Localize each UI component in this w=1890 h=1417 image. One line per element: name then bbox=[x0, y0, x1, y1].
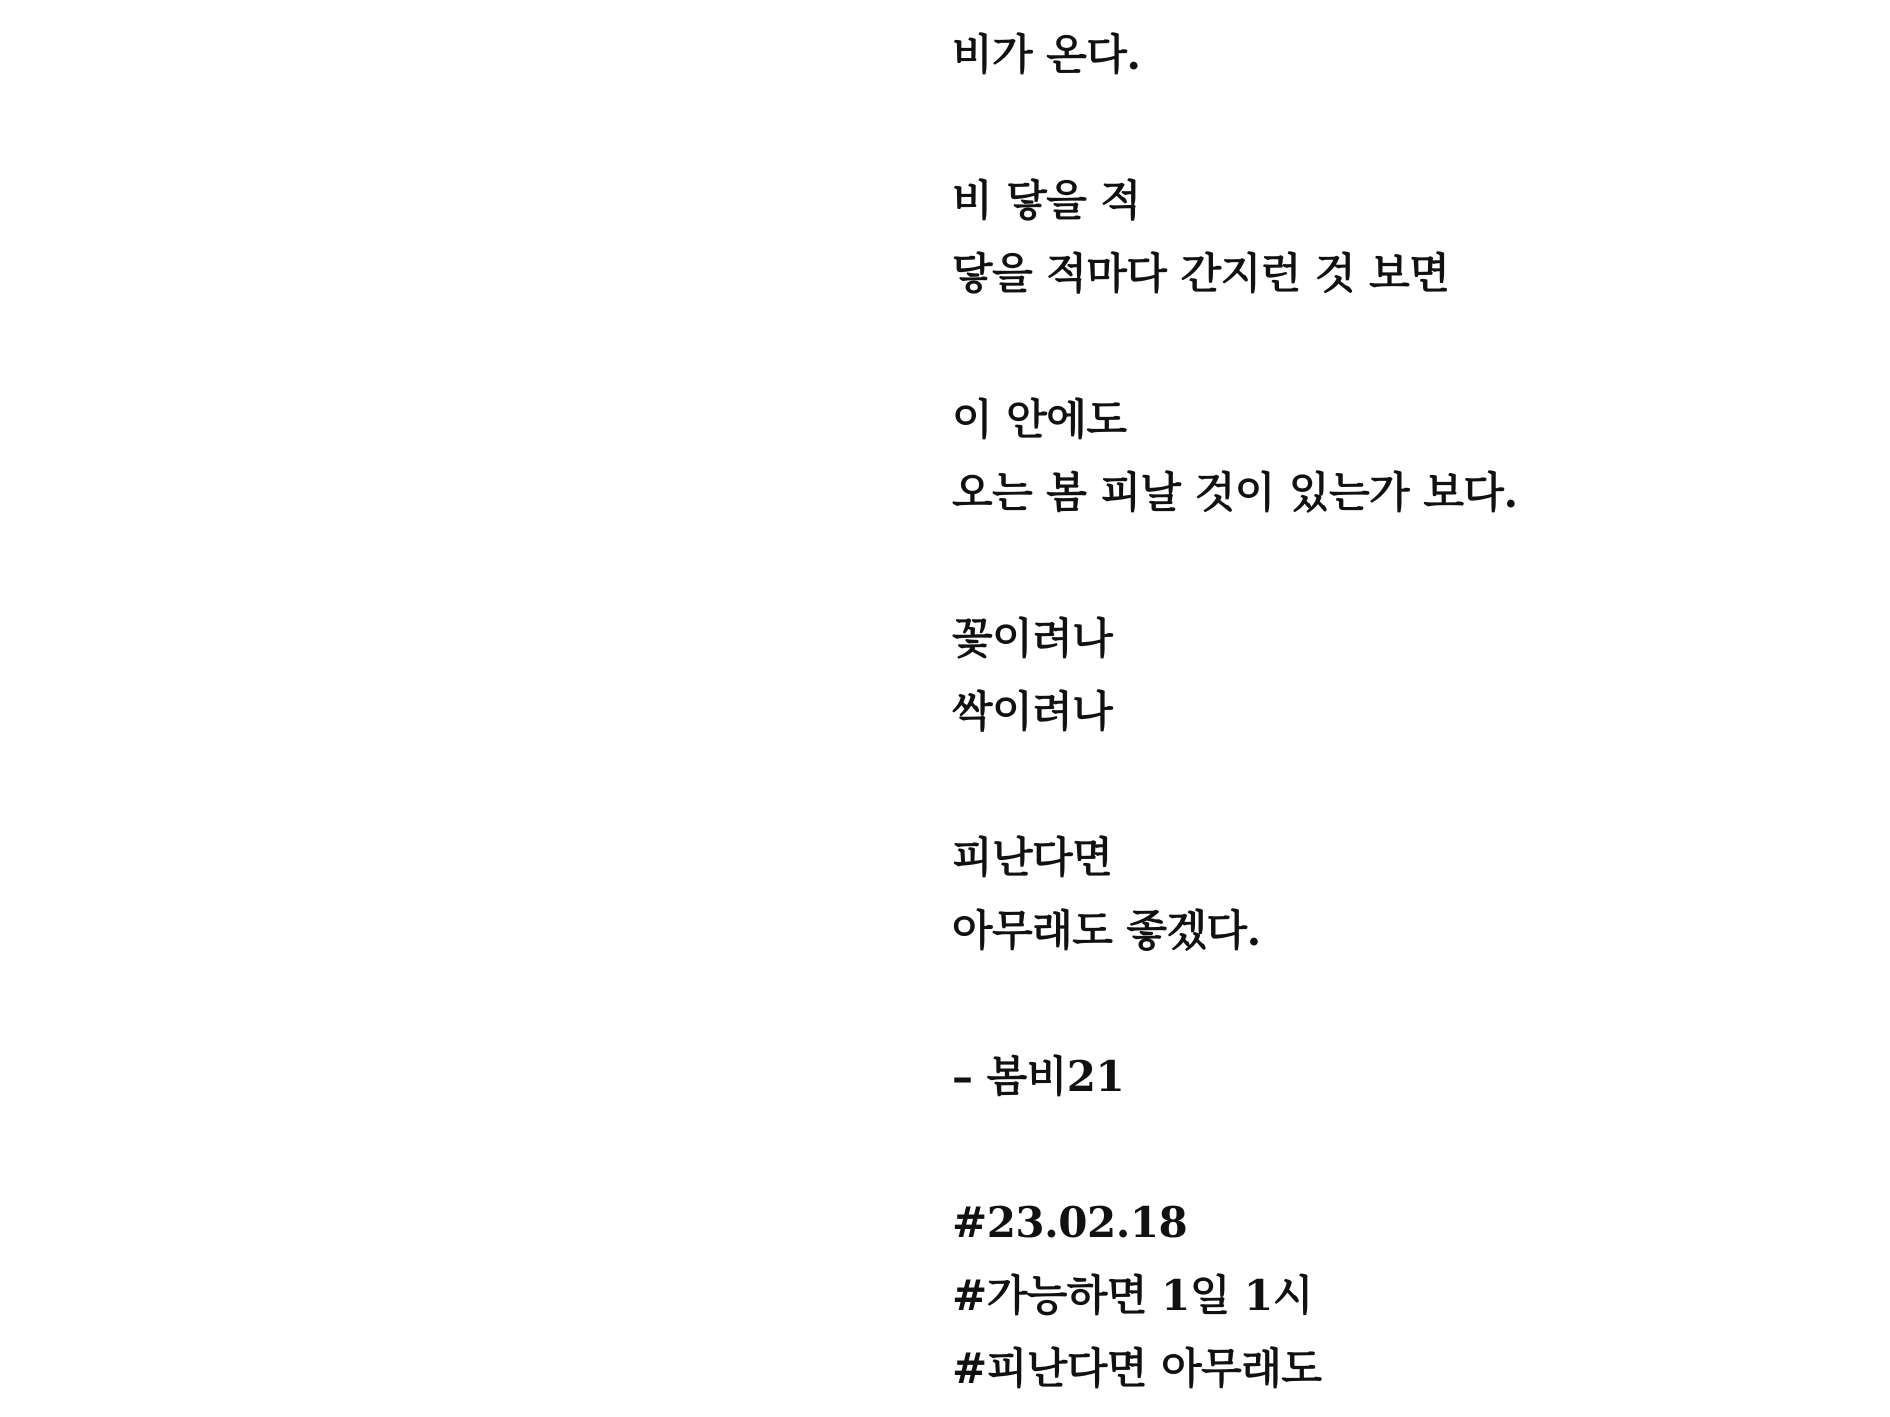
stanza-break bbox=[952, 91, 1852, 164]
poem-line: 비가 온다. bbox=[952, 30, 1141, 79]
stanza-break bbox=[952, 748, 1852, 821]
poem-line: 비 닿을 적 bbox=[952, 176, 1141, 225]
poem-line: 싹이려나 bbox=[952, 687, 1113, 736]
poem-line: 오는 봄 피날 것이 있는가 보다. bbox=[952, 468, 1518, 517]
stanza-break bbox=[952, 310, 1852, 383]
poem-line: 꽃이려나 bbox=[952, 614, 1113, 663]
poem-line: 닿을 적마다 간지런 것 보면 bbox=[952, 249, 1450, 298]
poem-line: 이 안에도 bbox=[952, 395, 1127, 444]
poem-line: 아무래도 좋겠다. bbox=[952, 906, 1261, 955]
poem-text bbox=[952, 18, 1852, 1405]
stanza-break bbox=[952, 967, 1852, 1040]
poem-signature: – 봄비21 bbox=[952, 1052, 1125, 1101]
stanza-break bbox=[952, 529, 1852, 602]
hashtag: #가능하면 1일 1시 bbox=[952, 1271, 1313, 1320]
stanza-break bbox=[952, 1113, 1852, 1186]
hashtag: #피난다면 아무래도 bbox=[952, 1344, 1322, 1393]
poem-line: 피난다면 bbox=[952, 833, 1113, 882]
hashtag-date: #23.02.18 bbox=[952, 1198, 1188, 1247]
